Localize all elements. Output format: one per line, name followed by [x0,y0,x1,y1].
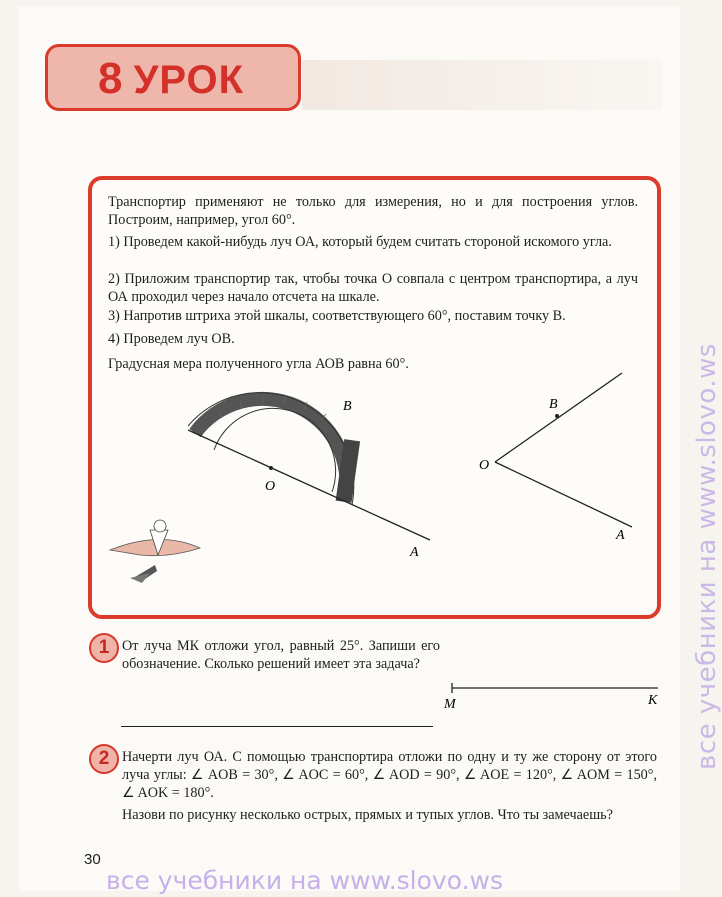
point-o-left [269,466,273,470]
label-o-left: O [265,479,276,494]
page-number: 30 [84,851,101,868]
label-o-right: O [479,458,490,473]
task-2-number: 2 [89,744,119,774]
watermark-side [668,130,722,770]
ray-oa-right [495,462,632,527]
intro-paragraph: Транспортир применяют не только для измерения, но и для построения углов. Построим, например, угол 60°. [108,194,638,228]
label-m: M [444,697,456,712]
step-2: 2) Приложим транспортир так, чтобы точка О совпала с центром транспортира, а луч ОА проходил через начало отсчета на шкале. [108,271,638,305]
watermark-side-text: все учебники на www.slovo.ws [692,343,722,770]
ray-mk [440,682,665,712]
conclusion: Градусная мера полученного угла АОВ равна 60°. [108,356,409,372]
protractor-figure [100,380,440,605]
lesson-word: УРОК [133,58,245,102]
task-1-number: 1 [89,633,119,663]
task-2-text: Начерти луч ОА. С помощью транспортира отложи по одну и ту же сторону от этого луча углы: ∠ AOB = 30°, ∠ AOC = 60°, ∠ AOD = 90°, ∠ AOE = 120°, ∠ AOM = 150°, ∠ AOK = 180°. [122,749,657,801]
point-b-right [555,414,559,418]
label-a-left: A [410,545,419,560]
ray-oa-left [188,430,430,540]
label-b-right: B [549,397,558,412]
header-strip [302,60,662,110]
angle-figure [470,365,650,550]
answer-line[interactable] [121,726,433,727]
bird-figure-icon [110,520,200,583]
lesson-title [98,54,244,104]
step-1: 1) Проведем какой-нибудь луч ОА, который будем считать стороной искомого угла. [108,234,612,250]
label-a-right: A [616,528,625,543]
label-b-left: B [343,399,352,414]
step-3: 3) Напротив штриха этой шкалы, соответствующего 60°, поставим точку В. [108,308,566,324]
ray-ob [495,373,622,462]
label-k: K [648,693,658,708]
step-4: 4) Проведем луч ОВ. [108,331,235,347]
task-1-text: От луча МК отложи угол, равный 25°. Запиши его обозначение. Сколько решений имеет эта задача? [122,638,440,672]
task-2-question: Назови по рисунку несколько острых, прямых и тупых углов. Что ты замечаешь? [122,807,613,823]
watermark-bottom: все учебники на www.slovo.ws [106,866,503,895]
lesson-number: 8 [98,54,124,103]
